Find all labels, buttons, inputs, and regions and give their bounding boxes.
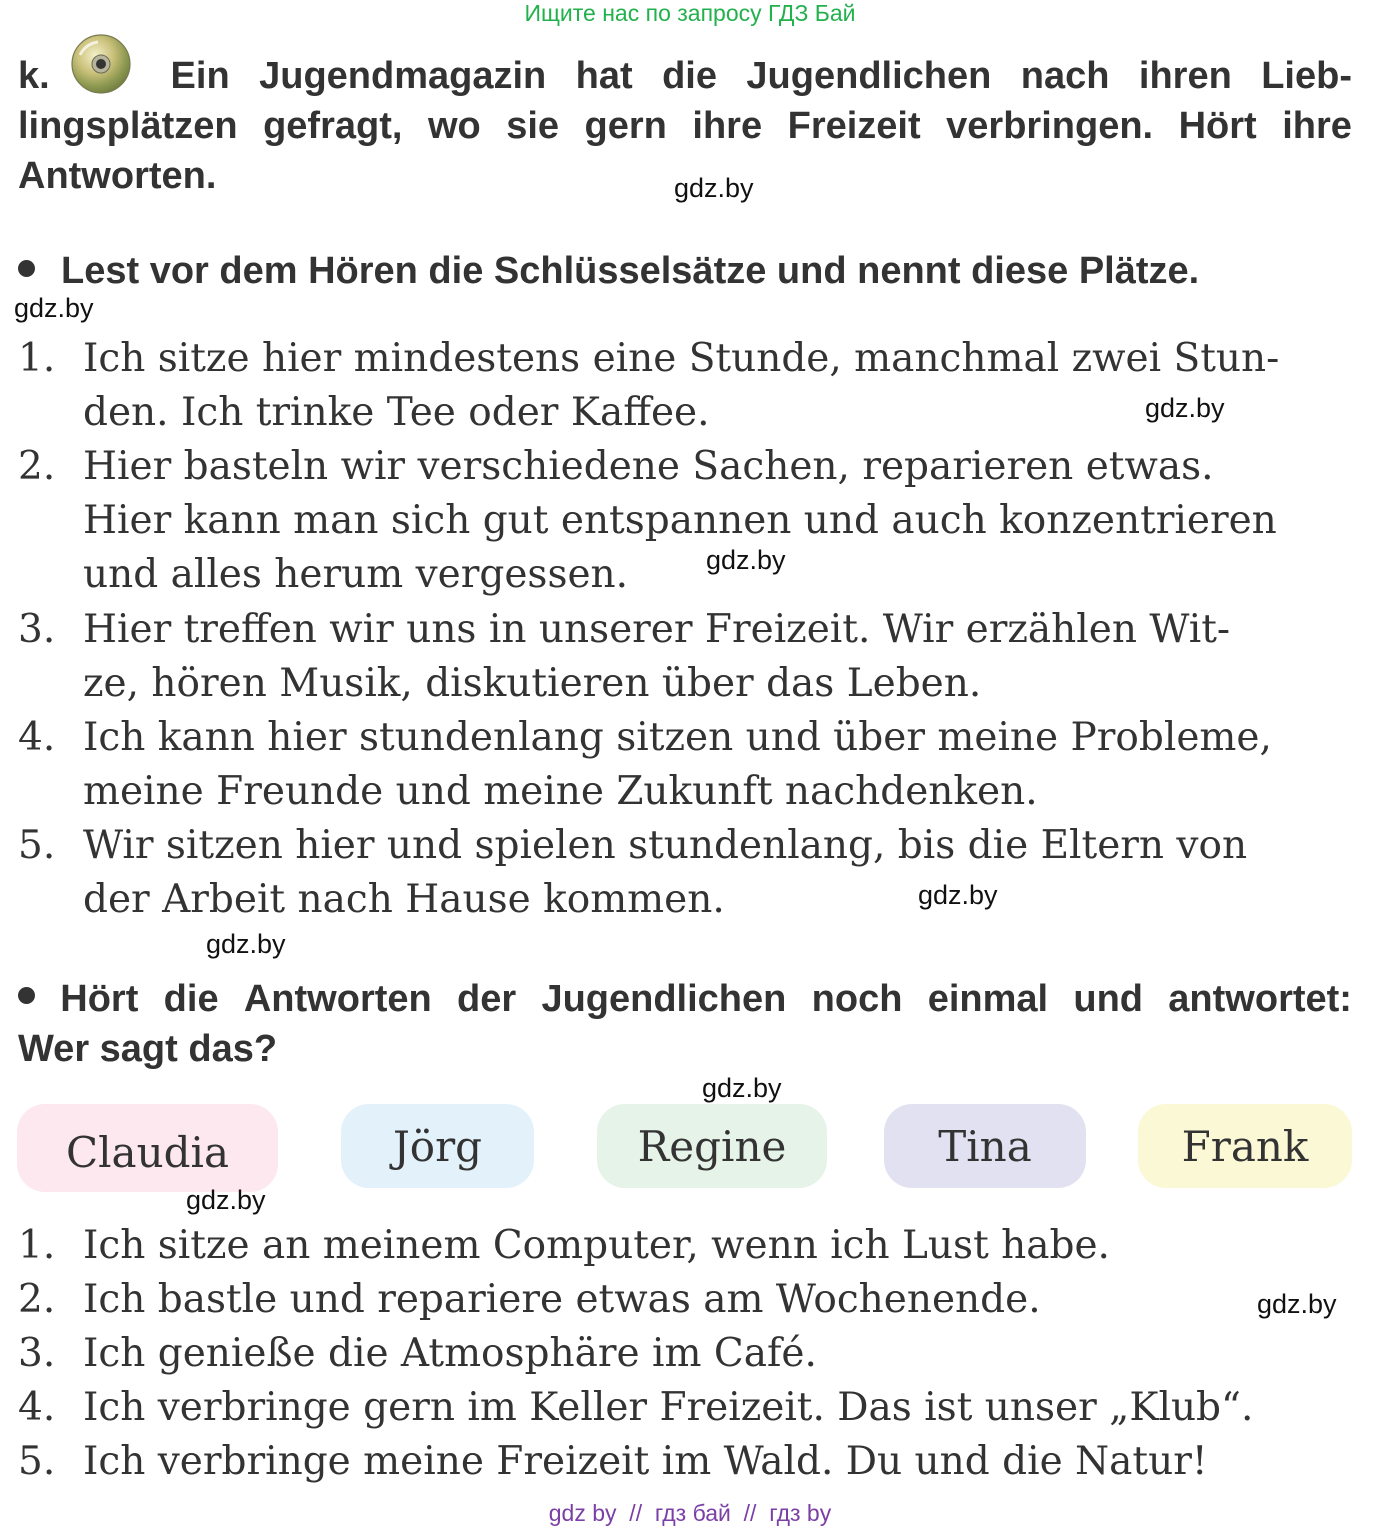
list-line: und alles herum vergessen. bbox=[83, 552, 629, 597]
heading-word: ihre bbox=[1282, 105, 1352, 147]
list-number: 1. bbox=[18, 1223, 56, 1268]
list-number: 5. bbox=[18, 823, 56, 868]
list-line: Wir sitzen hier und spielen stundenlang, bis die Eltern von bbox=[83, 823, 1248, 868]
watermark: gdz.by bbox=[918, 880, 998, 910]
bullet-dot bbox=[18, 260, 35, 277]
heading-word: die bbox=[662, 55, 717, 97]
heading-word: sie bbox=[506, 105, 560, 147]
list-line: meine Freunde und meine Zukunft nachdenken. bbox=[83, 769, 1038, 814]
task-heading-line-3: Antworten. bbox=[18, 155, 217, 197]
list-line: Hier treffen wir uns in unserer Freizeit. Wir erzählen Wit- bbox=[83, 607, 1231, 652]
heading-word: die bbox=[163, 978, 219, 1020]
heading-word: Hört bbox=[1178, 105, 1257, 147]
watermark: gdz.by bbox=[186, 1185, 266, 1215]
task-heading-line-1 bbox=[18, 55, 1352, 98]
footer-links[interactable]: gdz by // гдз бай // гдз by bbox=[548, 1500, 832, 1526]
list-line: Ich kann hier stundenlang sitzen und über meine Probleme, bbox=[83, 715, 1272, 760]
list-number: 4. bbox=[18, 1385, 56, 1430]
heading-word: einmal bbox=[927, 978, 1049, 1020]
heading-word: nach bbox=[1020, 55, 1110, 97]
statement-1 bbox=[18, 1219, 1352, 1273]
heading-word: gefragt, bbox=[263, 105, 403, 147]
list-line: Ich verbringe gern im Keller Freizeit. Das ist unser „Klub“. bbox=[83, 1385, 1254, 1430]
heading-word: wo bbox=[427, 105, 481, 147]
watermark: gdz.by bbox=[1145, 393, 1225, 423]
heading-word: der bbox=[457, 978, 517, 1020]
name-label: Frank bbox=[1181, 1121, 1309, 1171]
cd-disc-icon[interactable] bbox=[70, 33, 132, 95]
name-pill-tina[interactable] bbox=[884, 1104, 1086, 1188]
task-heading-line-2 bbox=[18, 105, 1352, 148]
list-line: Ich genieße die Atmosphäre im Café. bbox=[83, 1331, 817, 1376]
statement-5 bbox=[18, 1435, 1352, 1489]
bullet-instruction-2 bbox=[18, 978, 1352, 1021]
watermark: gdz.by bbox=[1257, 1289, 1337, 1319]
key-sentence-5 bbox=[18, 819, 1352, 927]
statement-4 bbox=[18, 1381, 1352, 1435]
statement-3 bbox=[18, 1327, 1352, 1381]
list-line: Ich bastle und repariere etwas am Wochenende. bbox=[83, 1277, 1041, 1322]
list-number: 4. bbox=[18, 715, 56, 760]
heading-word: Jugendlichen bbox=[746, 55, 992, 97]
heading-word: Hört bbox=[60, 978, 139, 1020]
list-line: Hier kann man sich gut entspannen und auch konzentrieren bbox=[83, 498, 1277, 543]
list-number: 3. bbox=[18, 1331, 56, 1376]
heading-word: und bbox=[1073, 978, 1144, 1020]
heading-word: ihren bbox=[1138, 55, 1232, 97]
key-sentence-4 bbox=[18, 711, 1352, 819]
watermark: gdz.by bbox=[14, 293, 94, 323]
list-number: 2. bbox=[18, 444, 56, 489]
heading-word: hat bbox=[575, 55, 633, 97]
heading-word: Jugendmagazin bbox=[259, 55, 547, 97]
list-number: 5. bbox=[18, 1439, 56, 1484]
heading-word: lingsplätzen bbox=[18, 105, 238, 147]
list-line: der Arbeit nach Hause kommen. bbox=[83, 877, 725, 922]
heading-word: Antworten bbox=[243, 978, 432, 1020]
bullet-dot bbox=[18, 987, 35, 1004]
statement-2 bbox=[18, 1273, 1352, 1327]
name-pill-joerg[interactable] bbox=[341, 1104, 534, 1188]
heading-word: verbringen. bbox=[946, 105, 1154, 147]
bullet-text: Lest vor dem Hören die Schlüsselsätze und nennt diese Plätze. bbox=[61, 250, 1200, 292]
watermark: gdz.by bbox=[702, 1073, 782, 1103]
list-line: Ich sitze an meinem Computer, wenn ich Lust habe. bbox=[83, 1223, 1110, 1268]
task-letter: k. bbox=[18, 55, 50, 97]
list-number: 3. bbox=[18, 607, 56, 652]
list-line: Hier basteln wir verschiedene Sachen, reparieren etwas. bbox=[83, 444, 1214, 489]
bullet-instruction-1 bbox=[18, 250, 1199, 293]
list-line: ze, hören Musik, diskutieren über das Leben. bbox=[83, 661, 982, 706]
heading-word: gern bbox=[584, 105, 667, 147]
name-label: Jörg bbox=[392, 1121, 483, 1171]
name-pill-regine[interactable] bbox=[597, 1104, 827, 1188]
list-number: 1. bbox=[18, 336, 56, 381]
heading-word: Freizeit bbox=[787, 105, 921, 147]
name-label: Claudia bbox=[65, 1127, 230, 1177]
key-sentence-3 bbox=[18, 603, 1352, 711]
name-label: Regine bbox=[637, 1121, 787, 1171]
name-pill-frank[interactable] bbox=[1138, 1104, 1352, 1188]
heading-word: Jugendlichen bbox=[541, 978, 787, 1020]
heading-word: antwortet: bbox=[1168, 978, 1352, 1020]
list-line: Ich verbringe meine Freizeit im Wald. Du und die Natur! bbox=[83, 1439, 1208, 1484]
watermark: gdz.by bbox=[674, 173, 754, 203]
bullet-2-line-2: Wer sagt das? bbox=[18, 1028, 278, 1070]
list-line: den. Ich trinke Tee oder Kaffee. bbox=[83, 390, 710, 435]
name-pill-claudia[interactable] bbox=[17, 1104, 278, 1192]
heading-word: Ein bbox=[170, 55, 230, 97]
list-line: Ich sitze hier mindestens eine Stunde, manchmal zwei Stun- bbox=[83, 336, 1280, 381]
heading-word: Lieb- bbox=[1261, 55, 1352, 97]
heading-word: ihre bbox=[692, 105, 763, 147]
list-number: 2. bbox=[18, 1277, 56, 1322]
name-label: Tina bbox=[938, 1121, 1032, 1171]
top-banner[interactable]: Ищите нас по запросу ГДЗ Бай bbox=[524, 0, 856, 26]
watermark: gdz.by bbox=[206, 929, 286, 959]
key-sentence-2 bbox=[18, 440, 1352, 602]
watermark: gdz.by bbox=[706, 545, 786, 575]
heading-word: noch bbox=[811, 978, 903, 1020]
